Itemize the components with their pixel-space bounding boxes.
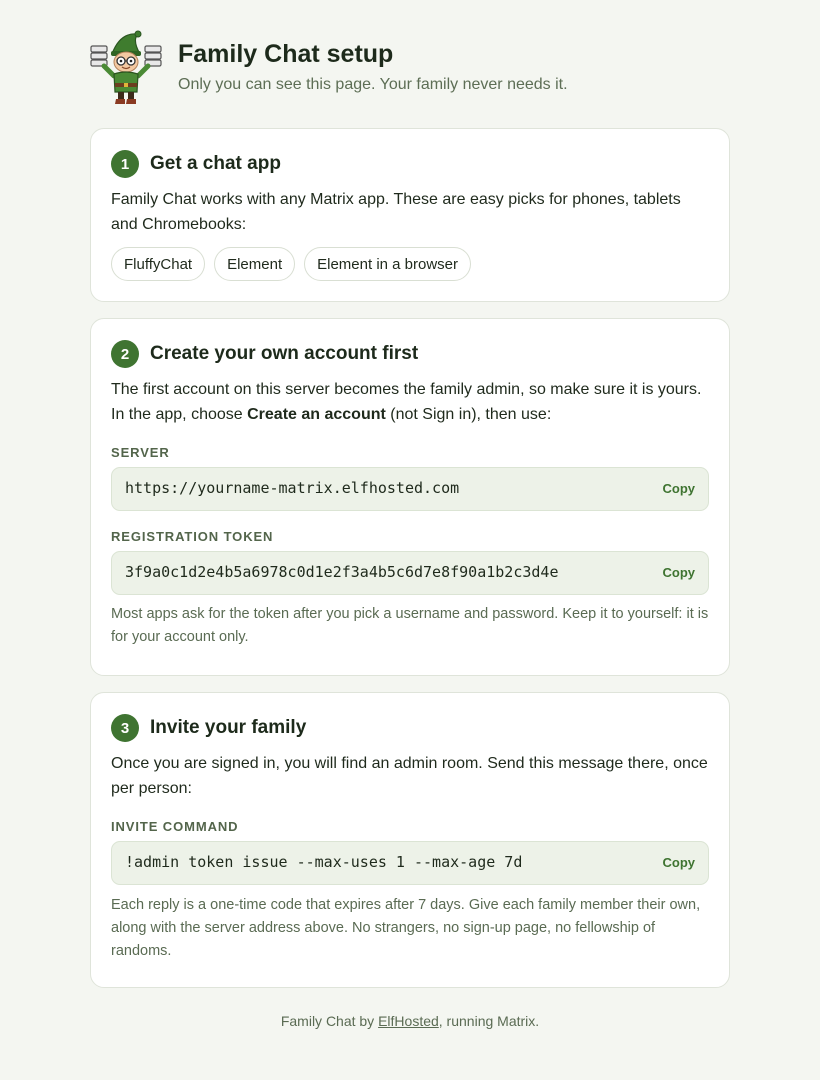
invite-command-field — [111, 841, 709, 885]
elf-mascot-icon — [90, 30, 162, 106]
invite-note: Each reply is a one-time code that expires after 7 days. Give each family member their own, along with the server address above. No strangers, no sign-up page, no fellowship of randoms. — [111, 897, 701, 959]
step-number-badge: 3 — [111, 714, 139, 742]
description-emphasis: Create an account — [247, 406, 386, 423]
step-description: Once you are signed in, you will find an admin room. Send this message there, once per person: — [111, 755, 708, 797]
server-value[interactable]: https://yourname-matrix.elfhosted.com — [125, 479, 460, 497]
step-title: Create your own account first — [150, 343, 419, 364]
step-description: Family Chat works with any Matrix app. These are easy picks for phones, tablets and Chromebooks: — [111, 191, 681, 233]
token-note: Most apps ask for the token after you pick a username and password. Keep it to yourself: it is for your account only. — [111, 606, 709, 645]
step-header — [111, 150, 281, 178]
footer-suffix: , running Matrix. — [438, 1013, 540, 1029]
step-header — [111, 340, 418, 368]
server-label: SERVER — [111, 445, 170, 460]
description-text: (not Sign in), then use: — [385, 406, 552, 423]
step-card-invite-family — [90, 692, 730, 988]
token-label: REGISTRATION TOKEN — [111, 529, 274, 544]
invite-command-label: INVITE COMMAND — [111, 819, 239, 834]
step-title: Invite your family — [150, 717, 307, 738]
app-pill-element[interactable]: Element — [214, 247, 295, 281]
server-field — [111, 467, 709, 511]
elfhosted-link[interactable]: ElfHosted — [378, 1013, 439, 1029]
step-card-get-app — [90, 128, 730, 302]
step-header — [111, 714, 306, 742]
description-text: The first account on this server becomes the family admin, so make sure it is yours. In the app, choose — [111, 381, 702, 423]
copy-server-button[interactable]: Copy — [662, 481, 695, 496]
token-field — [111, 551, 709, 595]
app-list — [111, 247, 471, 281]
step-card-create-account — [90, 318, 730, 676]
step-title: Get a chat app — [150, 153, 281, 174]
token-value[interactable]: 3f9a0c1d2e4b5a6978c0d1e2f3a4b5c6d7e8f90a1b2c3d4e — [125, 563, 559, 581]
invite-command-value[interactable]: !admin token issue --max-uses 1 --max-age 7d — [125, 853, 523, 871]
footer-prefix: Family Chat by — [280, 1013, 379, 1029]
footer — [90, 1013, 730, 1029]
page-title: Family Chat setup — [178, 40, 394, 68]
page-header — [90, 30, 730, 110]
step-number-badge: 2 — [111, 340, 139, 368]
app-pill-fluffychat[interactable]: FluffyChat — [111, 247, 205, 281]
copy-command-button[interactable]: Copy — [662, 855, 695, 870]
step-description — [111, 377, 711, 427]
page-subtitle: Only you can see this page. Your family never needs it. — [178, 76, 568, 93]
app-pill-element-browser[interactable]: Element in a browser — [304, 247, 471, 281]
copy-token-button[interactable]: Copy — [662, 565, 695, 580]
step-number-badge: 1 — [111, 150, 139, 178]
